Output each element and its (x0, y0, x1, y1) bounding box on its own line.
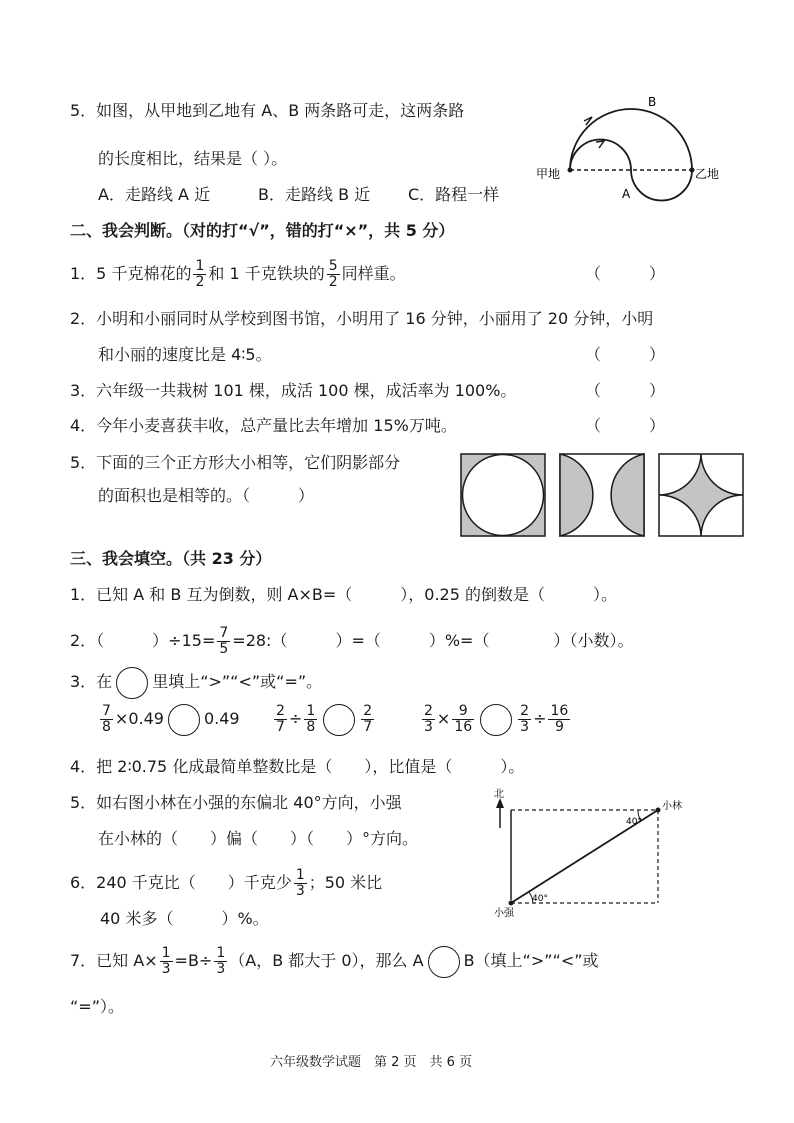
label-route-b: B (648, 95, 657, 109)
s3-q7-part1: 7．已知 A× (70, 951, 158, 970)
s2-q1-answer-paren[interactable]: （ ） (585, 264, 666, 283)
s3-q4: 4．把 2∶0.75 化成最简单整数比是（ ），比值是（ ）。 (70, 757, 525, 776)
expr3-answer-circle[interactable] (480, 704, 512, 736)
label-angle-bottom: 40° (532, 894, 548, 904)
expr2-answer-circle[interactable] (323, 704, 355, 736)
xiaoqiang-dot (509, 901, 514, 906)
expr1-answer-circle[interactable] (168, 704, 200, 736)
s3-q2 (70, 624, 633, 658)
s3-q3-intro-part1: 3．在 (70, 672, 113, 691)
label-xiaolin: 小林 (662, 801, 682, 812)
s2-q5-line2[interactable]: 的面积也是相等的。（ ） (98, 486, 315, 505)
xiaolin-dot (656, 808, 661, 813)
end-dot (690, 168, 695, 173)
s3-q3-expr3: $\frac{2}{3}$ × $\frac{9}{16}$ $\frac{2}{3}$ ÷ $\frac{16}{9}$ (424, 703, 569, 735)
fraction-one-third-b: $\frac{1}{3}$ (216, 945, 226, 977)
direction-figure (488, 788, 688, 918)
s2-q1-part2: 和 1 千克铁块的 (208, 264, 325, 283)
fraction-one-third-a: $\frac{1}{3}$ (161, 945, 171, 977)
s3-q3-expr1: $\frac{7}{8}$ ×0.49 0.49 (102, 703, 240, 735)
section3-title: 三、我会填空。（共 23 分） (70, 549, 272, 568)
s2-q3: 3．六年级一共栽树 101 棵，成活 100 棵，成活率为 100%。 (70, 381, 517, 400)
route-figure (530, 92, 720, 207)
compare-circle-icon (116, 667, 148, 699)
s2-q5-line1: 5．下面的三个正方形大小相等，它们阴影部分 (70, 453, 401, 472)
s2-q1-part3: 同样重。 (341, 264, 406, 283)
s3-q2-part2: =28:（ ）=（ ）%=（ ）（小数）。 (232, 631, 634, 650)
route-a-arc (570, 140, 692, 201)
q5-option-b: B．走路线 B 近 (258, 185, 371, 204)
section2-title: 二、我会判断。（对的打“√”，错的打“×”，共 5 分） (70, 221, 455, 240)
square-one (461, 454, 545, 536)
s3-q5-line1: 5．如右图小林在小强的东偏北 40°方向，小强 (70, 793, 402, 812)
s2-q4-answer-paren[interactable]: （ ） (585, 416, 666, 435)
square-two (560, 454, 644, 536)
s3-q3-expr2: $\frac{2}{7}$ ÷ $\frac{1}{8}$ $\frac{2}{7}$ (276, 703, 373, 735)
s3-q5-line2: 在小林的（ ）偏（ ）（ ）°方向。 (98, 829, 419, 848)
s2-q3-answer-paren[interactable]: （ ） (585, 381, 666, 400)
s2-q4: 4．今年小麦喜获丰收，总产量比去年增加 15%万吨。 (70, 416, 457, 435)
s3-q7-part3: （A，B 都大于 0），那么 A (229, 951, 424, 970)
s3-q3-intro (70, 666, 322, 699)
s3-q1: 1．已知 A 和 B 互为倒数，则 A×B=（ ），0.25 的倒数是（ ）。 (70, 585, 617, 604)
q5-option-c: C．路程一样 (408, 185, 500, 204)
s3-q7-line2: “=”）。 (70, 997, 124, 1016)
fraction-one-half: $\frac{1}{2}$ (195, 258, 205, 290)
square-three (659, 454, 743, 536)
s2-q1-part1: 1．5 千克棉花的 (70, 264, 192, 283)
label-route-a: A (622, 187, 631, 201)
q5-line2: 的长度相比，结果是（ ）。 (98, 149, 288, 168)
s3-q6-part1: 6．240 千克比（ ）千克少 (70, 873, 292, 892)
label-north: 北 (494, 789, 504, 800)
start-dot (568, 168, 573, 173)
s2-q2-line2: 和小丽的速度比是 4∶5。 (98, 345, 272, 364)
route-a-arrow-icon (596, 141, 604, 148)
label-xiaoqiang: 小强 (494, 908, 514, 918)
s3-q7-part2: =B÷ (174, 951, 213, 970)
s3-q3-intro-part2: 里填上“>”“<”或“=”。 (152, 672, 323, 691)
s3-q2-part1: 2．（ ）÷15= (70, 631, 216, 650)
label-angle-top: 40° (626, 817, 642, 827)
label-start: 甲地 (536, 167, 561, 181)
s3-q6-line1 (70, 866, 382, 900)
q5-line1: 5．如图，从甲地到乙地有 A、B 两条路可走，这两条路 (70, 101, 465, 120)
fraction-five-halves: $\frac{5}{2}$ (328, 258, 338, 290)
s2-q2-line1: 2．小明和小丽同时从学校到图书馆，小明用了 16 分钟，小丽用了 20 分钟，小明 (70, 309, 654, 328)
page-footer: 六年级数学试题 第 2 页 共 6 页 (270, 1055, 473, 1070)
s2-q1 (70, 257, 406, 291)
q7-answer-circle[interactable] (428, 946, 460, 978)
s2-q2-answer-paren[interactable]: （ ） (585, 345, 666, 364)
label-end: 乙地 (695, 167, 720, 181)
s3-q7-line1 (70, 944, 599, 978)
s3-q7-part4: B（填上“>”“<”或 (463, 951, 599, 970)
fraction-seven-fifths: $\frac{7}{5}$ (219, 625, 229, 657)
s3-q6-line2: 40 米多（ ）%。 (100, 909, 269, 928)
q5-option-a: A．走路线 A 近 (98, 185, 211, 204)
s3-q6-part2: ；50 米比 (308, 873, 383, 892)
three-squares-figure (460, 452, 750, 537)
fraction-one-third: $\frac{1}{3}$ (295, 867, 305, 899)
